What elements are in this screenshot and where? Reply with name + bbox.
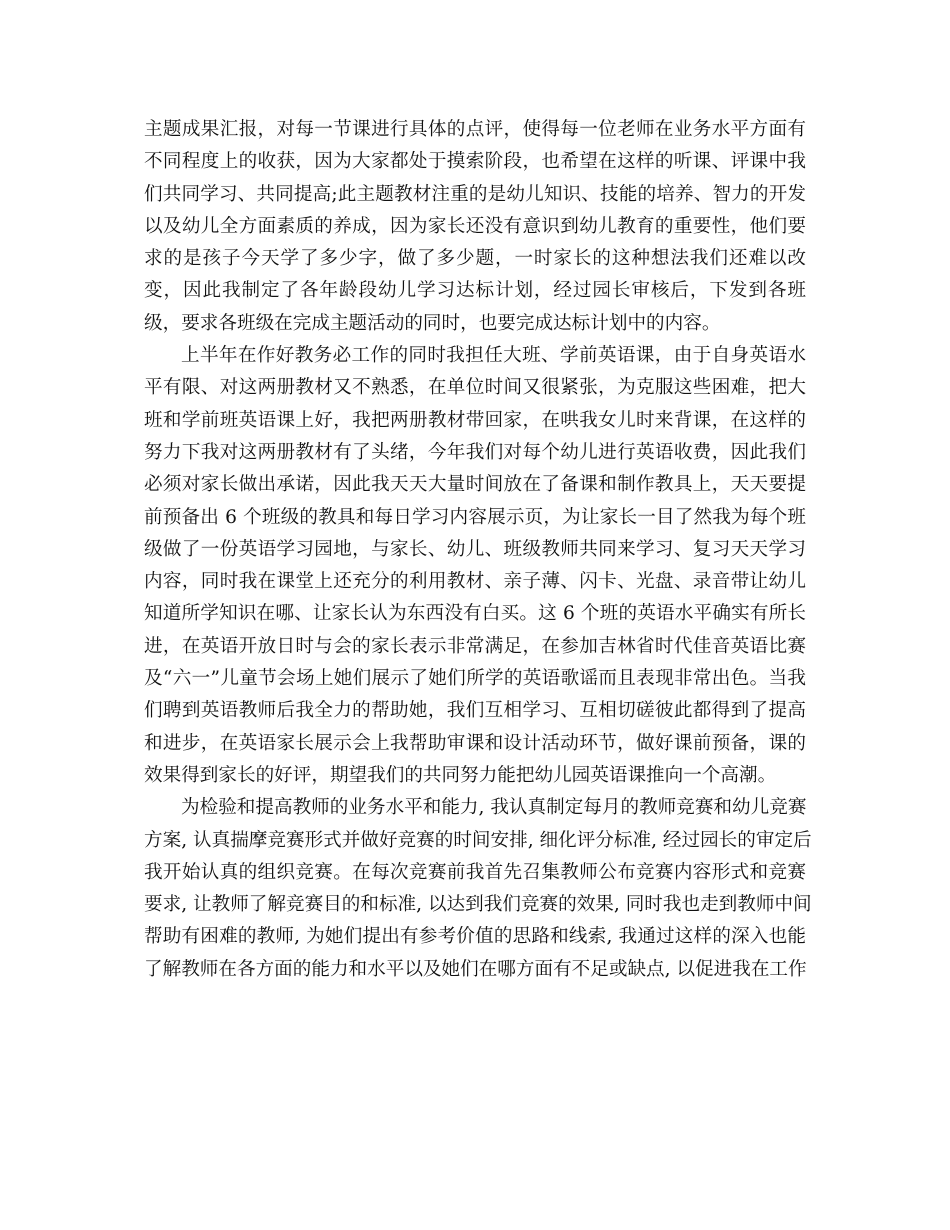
paragraph-3 — [144, 792, 812, 986]
text-line: 内容，同时我在课堂上还充分的利用教材、亲子薄、闪卡、光盘、录音带让幼儿 — [144, 571, 806, 593]
text-line: 和进步，在英语家长展示会上我帮助审课和设计活动环节，做好课前预备，课的 — [144, 732, 806, 754]
paragraph-2 — [144, 340, 806, 792]
text-line: 我开始认真的组织竞赛。在每次竞赛前我首先召集教师公布竞赛内容形式和竞赛 — [144, 861, 806, 883]
text-line: 及“六一”儿童节会场上她们展示了她们所学的英语歌谣而且表现非常出色。当我 — [144, 668, 806, 690]
text-line: 方案, 认真揣摩竞赛形式并做好竞赛的时间安排, 细化评分标准, 经过园长的审定后 — [144, 829, 812, 851]
text-line: 前预备出 6 个班级的教具和每日学习内容展示页，为让家长一目了然我为每个班 — [144, 506, 806, 528]
text-line: 进，在英语开放日时与会的家长表示非常满足，在参加吉林省时代佳音英语比赛 — [144, 635, 806, 657]
text-line: 级做了一份英语学习园地，与家长、幼儿、班级教师共同来学习、复习天天学习 — [144, 538, 806, 560]
paragraph-1 — [144, 114, 806, 340]
text-line: 为检验和提高教师的业务水平和能力, 我认真制定每月的教师竞赛和幼儿竞赛 — [181, 797, 807, 819]
text-line: 们聘到英语教师后我全力的帮助她，我们互相学习、互相切磋彼此都得到了提高 — [144, 700, 806, 722]
text-line: 平有限、对这两册教材又不熟悉，在单位时间又很紧张，为克服这些困难，把大 — [144, 377, 806, 399]
text-line: 了解教师在各方面的能力和水平以及她们在哪方面有不足或缺点, 以促进我在工作 — [144, 958, 807, 980]
text-line: 求的是孩子今天学了多少字，做了多少题，一时家长的这种想法我们还难以改 — [144, 248, 806, 270]
text-line: 要求, 让教师了解竞赛目的和标准, 以达到我们竞赛的效果, 同时我也走到教师中间 — [144, 894, 812, 916]
text-line: 主题成果汇报，对每一节课进行具体的点评，使得每一位老师在业务水平方面有 — [144, 119, 806, 140]
text-line: 变，因此我制定了各年龄段幼儿学习达标计划，经过园长审核后，下发到各班 — [144, 280, 806, 302]
text-line: 知道所学知识在哪、让家长认为东西没有白买。这 6 个班的英语水平确实有所长 — [144, 603, 806, 625]
document-body — [144, 114, 812, 986]
text-line: 效果得到家长的好评，期望我们的共同努力能把幼儿园英语课推向一个高潮。 — [144, 764, 777, 786]
text-line: 不同程度上的收获，因为大家都处于摸索阶段，也希望在这样的听课、评课中我 — [144, 151, 806, 173]
text-line: 帮助有困难的教师, 为她们提出有参考价值的思路和线索, 我通过这样的深入也能 — [144, 926, 806, 948]
text-line: 上半年在作好教务必工作的同时我担任大班、学前英语课，由于自身英语水 — [181, 345, 806, 367]
text-line: 级，要求各班级在完成主题活动的同时，也要完成达标计划中的内容。 — [144, 312, 721, 334]
text-line: 必须对家长做出承诺，因此我天天大量时间放在了备课和制作教具上，天天要提 — [144, 474, 806, 496]
text-line: 努力下我对这两册教材有了头绪，今年我们对每个幼儿进行英语收费，因此我们 — [144, 441, 806, 463]
text-line: 以及幼儿全方面素质的养成，因为家长还没有意识到幼儿教育的重要性，他们要 — [144, 215, 806, 237]
text-line: 班和学前班英语课上好，我把两册教材带回家，在哄我女儿时来背课，在这样的 — [144, 409, 806, 431]
text-line: 们共同学习、共同提高;此主题教材注重的是幼儿知识、技能的培养、智力的开发 — [144, 183, 806, 205]
